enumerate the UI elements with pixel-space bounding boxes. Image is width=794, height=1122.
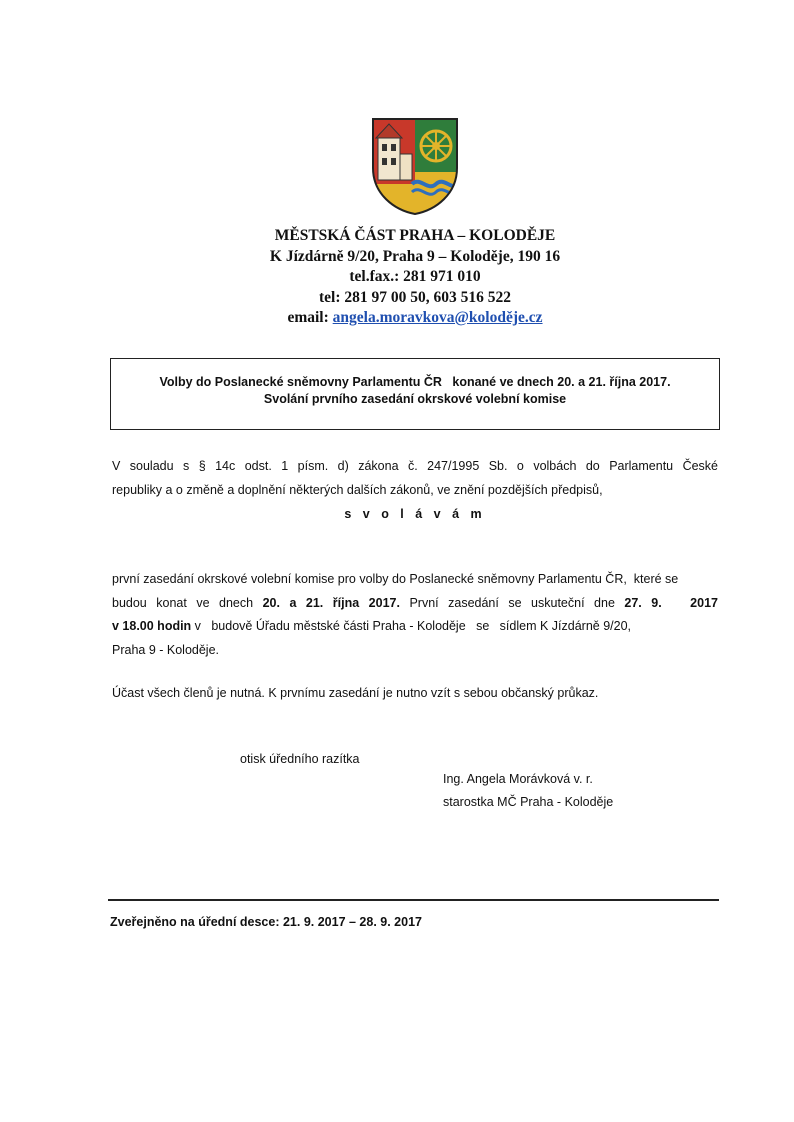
notice-title-box	[110, 358, 720, 430]
meeting-line2	[112, 592, 718, 616]
coat-of-arms	[370, 116, 460, 216]
signature-block	[443, 768, 613, 814]
meeting-paragraph	[112, 568, 718, 662]
meeting-line2-text-a: budou konat ve dnech	[112, 595, 263, 610]
meeting-line1: první zasedání okrskové volební komise pro volby do Poslanecké sněmovny Parlamentu ČR, které se	[112, 572, 679, 586]
meeting-line4: Praha 9 - Koloděje.	[112, 642, 220, 657]
official-stamp-label: otisk úředního razítka	[240, 752, 360, 766]
email-link[interactable]: angela.moravkova@koloděje.cz	[332, 309, 543, 326]
election-dates: 20. a 21. října 2017.	[262, 595, 400, 610]
legal-basis-paragraph	[112, 455, 718, 502]
meeting-line2-text-c: První zasedání se uskuteční dne	[399, 595, 625, 610]
fax-line: tel.fax.: 281 971 010	[349, 268, 481, 285]
legal-basis-line2: republiky a o změně a doplnění některých dalších zákonů, ve znění pozdějších předpisů,	[112, 482, 603, 497]
email-line	[200, 308, 630, 329]
org-address: K Jízdárně 9/20, Praha 9 – Koloděje, 190 16	[269, 247, 561, 265]
notice-title-line1: Volby do Poslanecké sněmovny Parlamentu ČR konané ve dnech 20. a 21. října 2017.	[159, 375, 671, 389]
signatory-name: Ing. Angela Morávková v. r.	[443, 772, 593, 786]
email-label: email:	[287, 309, 329, 326]
publication-note: Zveřejněno na úřední desce: 21. 9. 2017 – 28. 9. 2017	[110, 915, 422, 929]
org-name: MĚSTSKÁ ČÁST PRAHA – KOLODĚJE	[274, 227, 556, 244]
meeting-date: 27. 9. 2017	[624, 595, 718, 610]
notice-title-line2: Svolání prvního zasedání okrskové volební komise	[263, 392, 567, 406]
letterhead	[200, 226, 630, 329]
attendance-note: Účast všech členů je nutná. K prvnímu zasedání je nutno vzít s sebou občanský průkaz.	[112, 686, 599, 700]
convene-heading: s v o l á v á m	[344, 507, 486, 521]
legal-basis-line1: V souladu s § 14c odst. 1 písm. d) zákona č. 247/1995 Sb. o volbách do Parlamentu České	[112, 459, 718, 473]
signatory-role: starostka MČ Praha - Koloděje	[443, 795, 614, 809]
meeting-location: v budově Úřadu městské části Praha - Koloděje se sídlem K Jízdárně 9/20,	[191, 619, 632, 633]
footer-divider	[108, 899, 719, 901]
phone-line: tel: 281 97 00 50, 603 516 522	[318, 288, 511, 306]
meeting-time: v 18.00 hodin	[112, 619, 192, 633]
meeting-line3	[112, 615, 718, 639]
